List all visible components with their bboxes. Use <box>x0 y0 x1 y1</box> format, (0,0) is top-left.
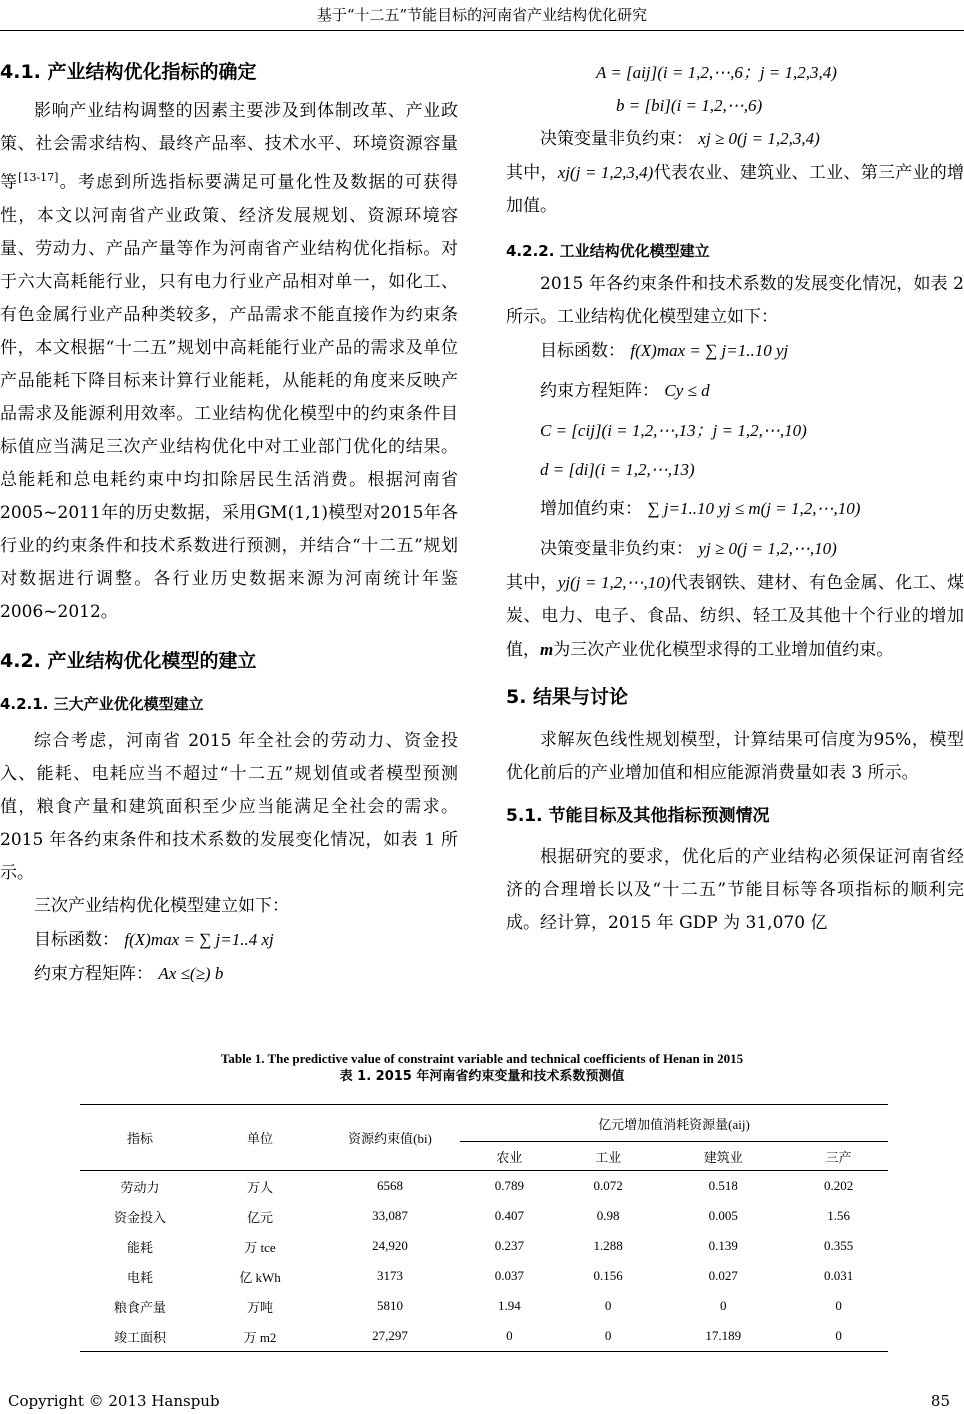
cell: 1.288 <box>593 1238 623 1253</box>
page-number: 85 <box>930 1392 950 1410</box>
cell: 0.355 <box>823 1238 854 1253</box>
cell: 27,297 <box>320 1321 460 1352</box>
cell: 0.139 <box>708 1238 738 1253</box>
cell: 0.072 <box>593 1178 623 1193</box>
cell: 33,087 <box>372 1208 408 1223</box>
objective-label: 目标函数： <box>34 929 119 950</box>
vector-d-definition: d = [di](i = 1,2,⋯,13) <box>540 460 695 479</box>
header-sub-1: 工业 <box>559 1142 658 1171</box>
matrix-C-definition: C = [cij](i = 1,2,⋯,13；j = 1,2,⋯,10) <box>540 421 807 440</box>
objective-2-label: 目标函数： <box>540 341 625 361</box>
section-4-2-title: 4.2. 产业结构优化模型的建立 <box>0 649 257 672</box>
cell: 0 <box>460 1321 559 1352</box>
vector-b-definition: b = [bi](i = 1,2,⋯,6) <box>616 96 763 115</box>
cell: 万吨 <box>246 1299 273 1315</box>
left-column <box>0 56 458 991</box>
constraint-formula: Ax ≤(≥) b <box>158 963 224 983</box>
table-row <box>80 1171 888 1202</box>
cell: 万 tce <box>244 1239 276 1255</box>
where-x-paragraph <box>506 156 964 223</box>
cell: 资金投入 <box>113 1209 166 1225</box>
add-label: 增加值约束： <box>540 499 642 519</box>
matrix-A-definition: A = [aij](i = 1,2,⋯,6；j = 1,2,3,4) <box>596 63 837 82</box>
cell: 0 <box>835 1298 842 1313</box>
cell: 0 <box>604 1298 612 1313</box>
objective-line <box>0 923 458 957</box>
where-2-var: yj(j = 1,2,⋯,10) <box>557 573 671 592</box>
cell: 电耗 <box>126 1269 153 1285</box>
objective-2-formula: f(X)max = ∑ j=1..10 yj <box>630 341 789 360</box>
copyright: Copyright © 2013 Hanspub <box>8 1392 220 1410</box>
cell: 亿 kWh <box>239 1269 281 1285</box>
cell: 0 <box>720 1298 727 1313</box>
header-sub-3: 三产 <box>789 1142 888 1171</box>
right-column <box>506 56 964 940</box>
table-row <box>80 1291 888 1321</box>
table-row <box>80 1231 888 1261</box>
cell: 1.94 <box>497 1298 521 1313</box>
header-unit: 单位 <box>200 1105 320 1171</box>
cell: 0 <box>789 1321 888 1352</box>
s41-text-b: 。考虑到所选指标要满足可量化性及数据的可获得性，本文以河南省产业政策、经济发展规划、资源环境容量、劳动力、产品产量等作为河南省产业结构优化指标。对于六大高耗能行业，只有电力行业产品相对单一，如化工、有色金属行业产品种类较多，产品需求不能直接作为约束条件，本文根据“十二五”规划中高耗能行业产品的需求及单位产品能耗下降目标来计算行业能耗，从能耗的角度来反映产品需求及能源利用效率。工业结构优化模型中的约束条件目标值应当满足三次产业结构优化中对工业部门优化的结果。总能耗和总电耗约束中均扣除居民生活消费。根据河南省2005~2011年的历史数据，采用GM(1,1)模型对2015年各行业的约束条件和技术系数进行预测，并结合“十二五”规划对数据进行调整。各行业历史数据来源为河南统计年鉴2006~2012。 <box>0 172 459 622</box>
section-4-2-2-title: 4.2.2. 工业结构优化模型建立 <box>506 242 710 260</box>
cell: 1.56 <box>827 1208 850 1223</box>
objective-2-line <box>506 334 964 368</box>
header-rule <box>0 30 964 31</box>
table-1 <box>80 1104 888 1352</box>
nonneg-2-formula: yj ≥ 0(j = 1,2,⋯,10) <box>698 539 837 558</box>
table-row <box>80 1261 888 1291</box>
section-4-2-1-paragraph: 综合考虑，河南省 2015 年全社会的劳动力、资金投入、能耗、电耗应当不超过“十二五”规划值或者模型预测值，粮食产量和建筑面积至少应当能满足全社会的需求。2015 年各约束条件和技术系数的发展变化情况，如表 1 所示。 <box>0 730 458 883</box>
cell: 0.518 <box>708 1178 738 1193</box>
nonneg-1-label: 决策变量非负约束： <box>540 129 693 149</box>
section-5-paragraph: 求解灰色线性规划模型，计算结果可信度为95%，模型优化前后的产业增加值和相应能源消费量如表 3 所示。 <box>506 730 964 783</box>
cell: 万 m2 <box>200 1321 320 1352</box>
constraint-label: 约束方程矩阵： <box>34 963 153 984</box>
section-4-1-paragraph <box>0 95 458 629</box>
table-1-caption-en: Table 1. The predictive value of constraint variable and technical coefficients of Henan in 2015 <box>220 1051 744 1066</box>
cell: 0.789 <box>494 1178 524 1193</box>
table-row <box>80 1201 888 1231</box>
header-coefficient-group: 亿元增加值消耗资源量(aij) <box>460 1105 888 1142</box>
cell: 0.156 <box>593 1268 623 1283</box>
cell: 5810 <box>377 1298 403 1313</box>
s41-text-a: 影响产业结构调整的因素主要涉及到体制改革、产业政策、社会需求结构、最终产品率、技术水平、环境资源容量等 <box>0 101 458 193</box>
add-formula: ∑ j=1..10 yj ≤ m(j = 1,2,⋯,10) <box>647 499 861 518</box>
cell: 0.027 <box>708 1268 738 1283</box>
section-4-2-1-title: 4.2.1. 三大产业优化模型建立 <box>0 694 204 713</box>
where-2-a: 其中， <box>506 573 558 593</box>
where-2-c: 为三次产业优化模型求得的工业增加值约束。 <box>553 640 894 660</box>
nonneg-constraint-2 <box>506 532 964 566</box>
cell: 0.98 <box>596 1208 620 1223</box>
cell: 万人 <box>246 1179 273 1195</box>
header-sub-2: 建筑业 <box>657 1142 789 1171</box>
cell: 0.407 <box>494 1208 524 1223</box>
nonneg-1-formula: xj ≥ 0(j = 1,2,3,4) <box>698 129 820 148</box>
where-1-var: xj(j = 1,2,3,4) <box>557 163 654 182</box>
cell: 3173 <box>377 1268 403 1283</box>
section-5-1-title: 5.1. 节能目标及其他指标预测情况 <box>506 806 770 826</box>
add-value-constraint <box>506 492 964 526</box>
model-intro: 三次产业结构优化模型建立如下： <box>34 895 289 916</box>
cell: 亿元 <box>246 1209 273 1225</box>
objective-formula: f(X)max = ∑ j=1..4 xj <box>124 929 274 949</box>
section-5-title: 5. 结果与讨论 <box>506 686 629 708</box>
cell: 劳动力 <box>120 1179 160 1195</box>
cell: 粮食产量 <box>113 1299 166 1315</box>
header-sub-0: 农业 <box>460 1142 559 1171</box>
table-row <box>80 1321 888 1352</box>
cell: 能耗 <box>126 1239 153 1255</box>
nonneg-2-label: 决策变量非负约束： <box>540 539 693 559</box>
cell: 17.189 <box>657 1321 789 1352</box>
cell: 24,920 <box>372 1238 408 1253</box>
cell: 6568 <box>377 1178 403 1193</box>
constraint-2-line <box>506 374 964 408</box>
table-header-row-1 <box>80 1105 888 1142</box>
cell: 0.237 <box>494 1238 524 1253</box>
cell: 0.031 <box>823 1268 854 1283</box>
running-header: 基于“十二五”节能目标的河南省产业结构优化研究 <box>316 6 648 24</box>
header-resource-limit: 资源约束值(bi) <box>320 1105 460 1171</box>
where-2-b: 代表钢铁、建材、有色金属、化工、煤炭、电力、电子、食品、纺织、轻工及其他十个行业的增加值， <box>506 573 964 660</box>
cell: 0 <box>559 1321 658 1352</box>
cell: 竣工面积 <box>80 1321 200 1352</box>
header-index: 指标 <box>80 1105 200 1171</box>
constraint-2-formula: Cy ≤ d <box>664 381 710 400</box>
cell: 0.005 <box>708 1208 738 1223</box>
where-y-paragraph <box>506 566 964 667</box>
section-4-1-title: 4.1. 产业结构优化指标的确定 <box>0 61 257 83</box>
constraint-2-label: 约束方程矩阵： <box>540 381 659 401</box>
section-5-1-paragraph: 根据研究的要求，优化后的产业结构必须保证河南省经济的合理增长以及“十二五”节能目标等各项指标的顺利完成。经计算，2015 年 GDP 为 31,070 亿 <box>506 847 964 933</box>
cell: 0.202 <box>823 1178 854 1193</box>
section-4-2-2-paragraph: 2015 年各约束条件和技术系数的发展变化情况，如表 2 所示。工业结构优化模型建立如下： <box>506 274 964 327</box>
citation-13-17: [13-17] <box>18 171 59 184</box>
where-2-m: m <box>540 640 554 659</box>
where-1-a: 其中， <box>506 163 558 183</box>
constraint-line <box>0 957 458 991</box>
table-1-caption-cn: 表 1. 2015 年河南省约束变量和技术系数预测值 <box>339 1069 625 1084</box>
cell: 0.037 <box>494 1268 524 1283</box>
where-1-b: 代表农业、建筑业、工业、第三产业的增加值。 <box>506 163 964 216</box>
nonneg-constraint-1 <box>506 122 964 156</box>
